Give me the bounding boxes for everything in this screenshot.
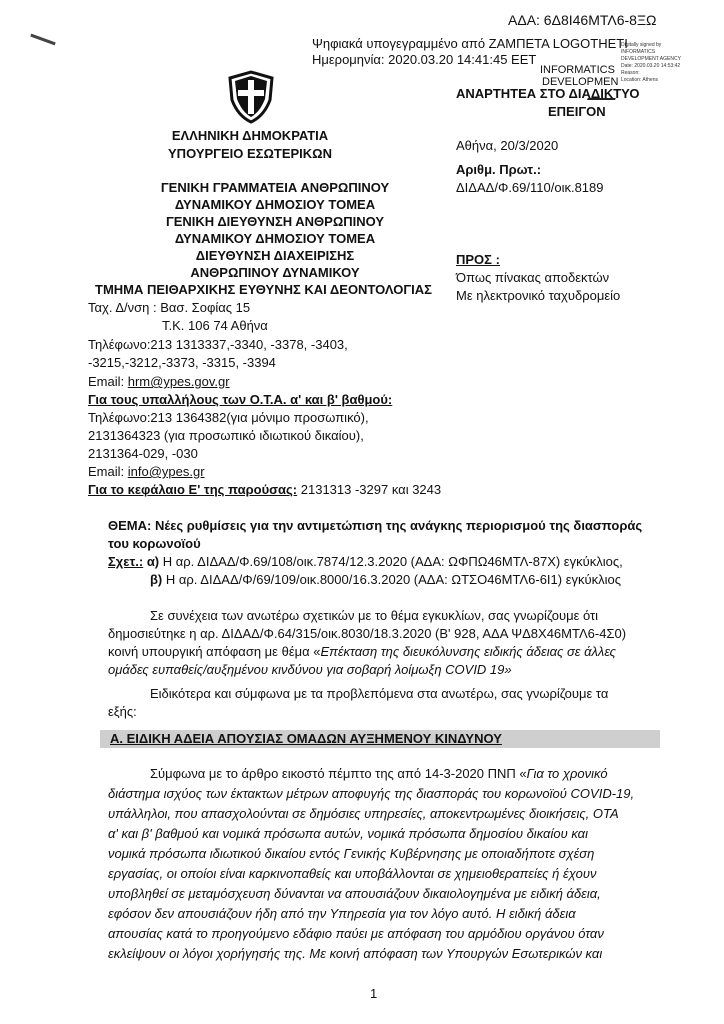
ota-phone-1: Τηλέφωνο:213 1364382(για μόνιμο προσωπικό), — [88, 410, 369, 425]
page-number: 1 — [370, 986, 378, 1001]
body-p3-line: διάστημα ισχύος των έκτακτων μέτρων αποφυγής της διασποράς του κορωνοϊού COVID-19, — [108, 786, 635, 801]
phones-line-1: Τηλέφωνο:213 1313337,-3340, -3378, -3403, — [88, 337, 348, 352]
related-b: β) Η αρ. ΔΙΔΑΔ/Φ/69/109/οικ.8000/16.3.2020 (ΑΔΑ: ΩΤΣΟ46ΜΤΛ6-6Ι1) εγκύκλιος — [150, 572, 621, 587]
body-p2-line-2: εξής: — [108, 704, 137, 719]
recipients-line-1: Όπως πίνακας αποδεκτών — [456, 270, 610, 285]
body-p1-line-3: κοινή υπουργική απόφαση με θέμα «Επέκταση της διευκόλυνσης ειδικής άδειας σε άλλες — [108, 644, 617, 659]
ota-phone-3: 2131364-029, -030 — [88, 446, 198, 461]
subject-line-1 — [108, 518, 642, 533]
signature-stamp-org-2: DEVELOPMEN — [542, 76, 619, 88]
email-link-hrm[interactable]: hrm@ypes.gov.gr — [127, 374, 230, 389]
org-line: ΤΜΗΜΑ ΠΕΙΘΑΡΧΙΚΗΣ ΕΥΘΥΝΗΣ ΚΑΙ ΔΕΟΝΤΟΛΟΓΙΑΣ — [95, 282, 432, 297]
ada-code: ΑΔΑ: 6Δ8Ι46ΜΤΛ6-8ΞΩ — [508, 12, 657, 28]
subject-text: Νέες ρυθμίσεις για την αντιμετώπιση της ανάγκης περιορισμού της διασποράς — [151, 518, 643, 533]
org-line: ΔΙΕΥΘΥΝΣΗ ΔΙΑΧΕΙΡΙΣΗΣ — [195, 248, 355, 263]
email-label: Email: — [88, 464, 128, 479]
protocol-label: Αριθμ. Πρωτ.: — [456, 162, 542, 177]
republic-title: ΕΛΛΗΝΙΚΗ ΔΗΜΟΚΡΑΤΙΑ — [171, 128, 329, 143]
scan-mark — [30, 34, 55, 46]
signature-stamp-org-1: INFORMATICS — [540, 64, 615, 76]
protocol-number: ΔΙΔΑΔ/Φ.69/110/οικ.8189 — [456, 180, 604, 195]
body-p3-line: υποβληθεί σε μεταμόσχευση δύνανται να απουσιάζουν δικαιολογημένα με ειδική άδεια, — [108, 886, 601, 901]
recipients-line-2: Με ηλεκτρονικό ταχυδρομείο — [456, 288, 621, 303]
body-p3-line: εκλείψουν οι λόγοι χορήγησής της. Με κοινή απόφαση των Υπουργών Εσωτερικών και — [108, 946, 603, 961]
body-p3-line: εργασίας, οι οποίοι είναι καρκινοπαθείς και υποβάλλονται σε χημειοθεραπείες ή έχουν — [108, 866, 597, 881]
body-p2-line-1: Ειδικότερα και σύμφωνα με τα προβλεπόμενα στα ανωτέρω, σας γνωρίζουμε τα — [150, 686, 609, 701]
signature-stamp-details: Digitally signed by INFORMATICS DEVELOPMENT AGENCY Date: 2020.03.20 14:53:42 Reason: Location: Athens — [621, 42, 681, 83]
email-line-2 — [88, 464, 205, 479]
body-p3-line: νομικά πρόσωπα ιδιωτικού δικαίου εντός Γενικής Κυβέρνησης με οποιαδήποτε σχέση — [108, 846, 595, 861]
chapter-heading: Για το κεφάλαιο Ε' της παρούσας: — [88, 482, 298, 497]
email-label: Email: — [88, 374, 128, 389]
email-line-1 — [88, 374, 230, 389]
body-p3-line-1: Σύμφωνα με το άρθρο εικοστό πέμπτο της από 14-3-2020 ΠΝΠ «Για το χρονικό — [150, 766, 608, 781]
related-a: Σχετ.: α) Η αρ. ΔΙΔΑΔ/Φ.69/108/οικ.7874/12.3.2020 (ΑΔΑ: ΩΦΠΩ46ΜΤΛ-87Χ) εγκύκλιος, — [108, 554, 623, 569]
ota-phone-2: 2131364323 (για προσωπικό ιδιωτικού δικαίου), — [88, 428, 364, 443]
document-date: Αθήνα, 20/3/2020 — [456, 138, 559, 153]
ministry-title: ΥΠΟΥΡΓΕΙΟ ΕΣΩΤΕΡΙΚΩΝ — [168, 146, 332, 161]
subject-line-2: του κορωνοϊού — [108, 536, 201, 551]
org-line: ΓΕΝΙΚΗ ΔΙΕΥΘΥΝΣΗ ΑΝΘΡΩΠΙΝΟΥ — [165, 214, 385, 229]
body-p3-line: απουσίας κατά το προηγούμενο εδάφιο παύει με απόφαση του αρμόδιου οργάνου όταν — [108, 926, 604, 941]
recipients-label: ΠΡΟΣ : — [456, 252, 500, 267]
subject-label: ΘΕΜΑ: — [108, 518, 152, 533]
body-p3-line: α' και β' βαθμού και νομικά πρόσωπα αυτών, νομικά πρόσωπα δημοσίου δικαίου και — [108, 826, 588, 841]
chapter-phones: 2131313 -3297 και 3243 — [297, 482, 442, 497]
related-label: Σχετ.: — [108, 554, 144, 569]
body-p3-line: εφόσον δεν απουσιάζουν ήδη από την Υπηρεσία για τον λόγο αυτό. Η ειδική άδεια — [108, 906, 576, 921]
section-a-heading: Α. ΕΙΔΙΚΗ ΑΔΕΙΑ ΑΠΟΥΣΙΑΣ ΟΜΑΔΩΝ ΑΥΞΗΜΕΝΟΥ ΚΙΝΔΥΝΟΥ — [110, 731, 502, 746]
email-link-info[interactable]: info@ypes.gr — [127, 464, 205, 479]
org-line: ΑΝΘΡΩΠΙΝΟΥ ΔΥΝΑΜΙΚΟΥ — [190, 265, 360, 280]
address-line-1: Ταχ. Δ/νση : Βασ. Σοφίας 15 — [88, 300, 251, 315]
signature-line-1: Ψηφιακά υπογεγραμμένο από ΖΑΜΠΕΤΑ LOGOTHETI — [312, 36, 628, 51]
body-p1-line-4: ομάδες ευπαθείς/αυξημένου κινδύνου για σοβαρή λοίμωξη COVID 19» — [108, 662, 512, 677]
greek-emblem-icon — [226, 70, 276, 124]
body-p3-line: υπάλληλοι, που απασχολούνται σε δημόσιες υπηρεσίες, αποκεντρωμένες διοικήσεις, ΟΤΑ — [108, 806, 619, 821]
org-line: ΔΥΝΑΜΙΚΟΥ ΔΗΜΟΣΙΟΥ ΤΟΜΕΑ — [174, 197, 376, 212]
posting-notice: ΑΝΑΡΤΗΤΕΑ ΣΤΟ ΔΙΑΔΙΚΤΥΟ — [456, 86, 640, 101]
signature-line-2: Ημερομηνία: 2020.03.20 14:41:45 EET — [312, 52, 537, 67]
org-line: ΔΥΝΑΜΙΚΟΥ ΔΗΜΟΣΙΟΥ ΤΟΜΕΑ — [174, 231, 376, 246]
org-line: ΓΕΝΙΚΗ ΓΡΑΜΜΑΤΕΙΑ ΑΝΘΡΩΠΙΝΟΥ — [160, 180, 390, 195]
chapter-contact — [88, 482, 441, 497]
phones-line-2: -3215,-3212,-3373, -3315, -3394 — [88, 355, 276, 370]
ota-heading: Για τους υπαλλήλους των Ο.Τ.Α. α' και β' βαθμού: — [88, 392, 393, 407]
urgent-label: ΕΠΕΙΓΟΝ — [548, 104, 606, 119]
body-p1-line-1: Σε συνέχεια των ανωτέρω σχετικών με το θέμα εγκυκλίων, σας γνωρίζουμε ότι — [150, 608, 599, 623]
body-p1-line-2: δημοσιεύτηκε η αρ. ΔΙΔΑΔ/Φ.64/315/οικ.8030/18.3.2020 (Β' 928, ΑΔΑ ΨΔ8Χ46ΜΤΛ6-4Σ0) — [108, 626, 627, 641]
address-line-2: Τ.Κ. 106 74 Αθήνα — [162, 318, 268, 333]
